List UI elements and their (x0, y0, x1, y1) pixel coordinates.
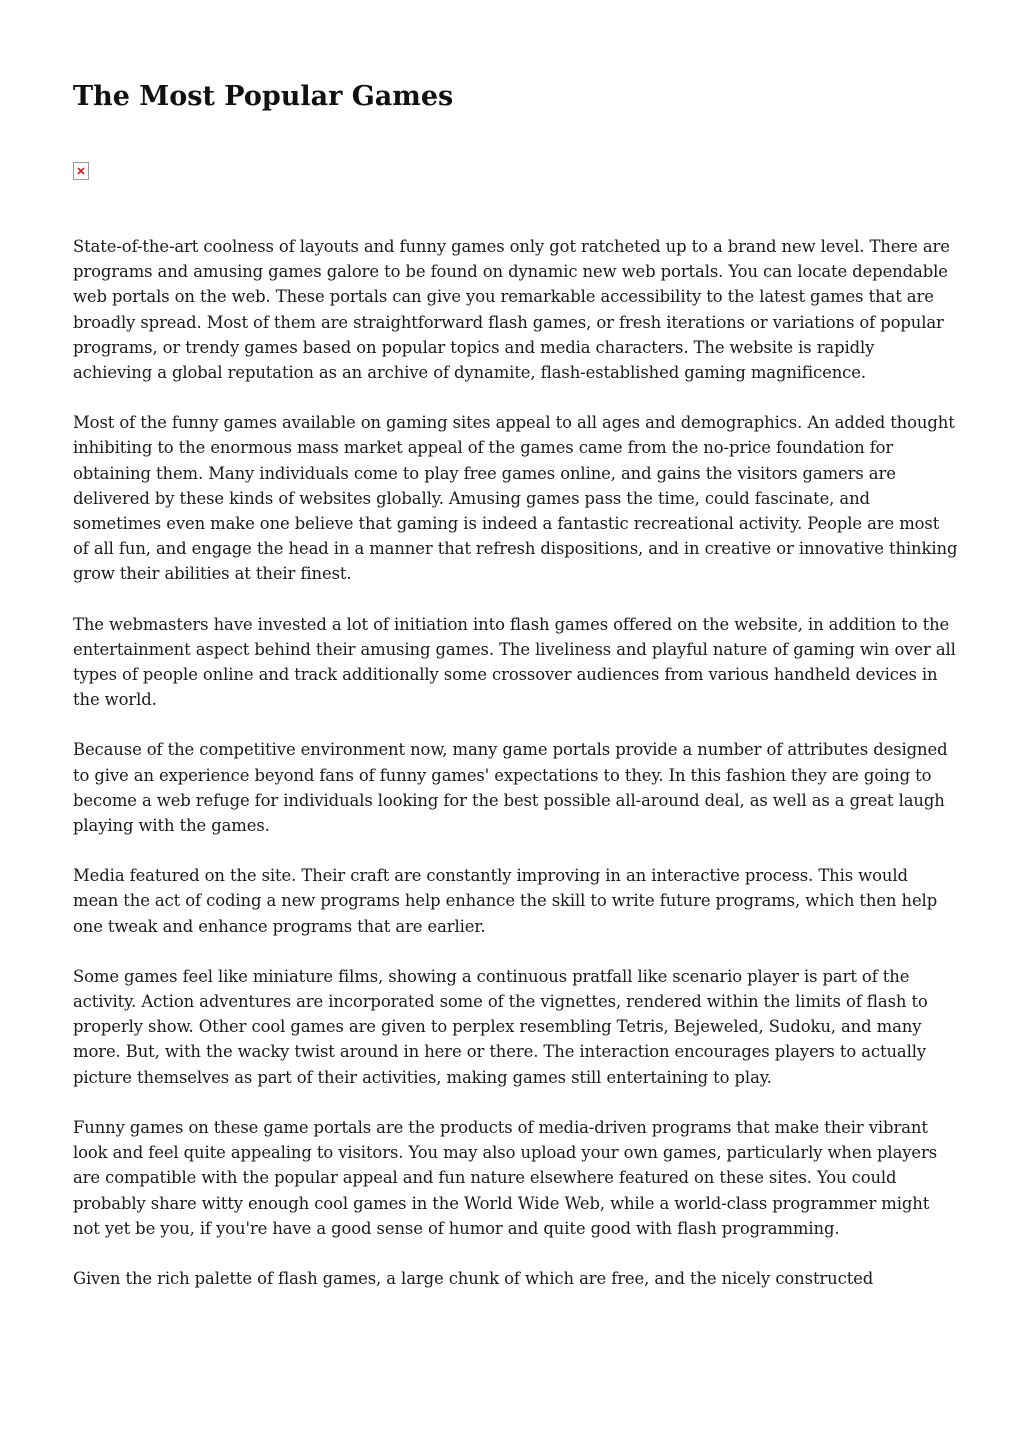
page-title: The Most Popular Games (73, 81, 454, 112)
paragraph: Because of the competitive environment now, many game portals provide a number of attributes designed to give an experience beyond fans of funny games' expectations to they. In this fashion they are going to become a web refuge for individuals looking for the best possible all-around deal, as well as a great laugh playing with the games. (73, 740, 948, 836)
broken-image-icon (73, 162, 89, 180)
paragraph: State-of-the-art coolness of layouts and funny games only got ratcheted up to a brand new level. There are programs and amusing games galore to be found on dynamic new web portals. You can locate dependable web portals on the web. These portals can give you remarkable accessibility to the latest games that are broadly spread. Most of them are straightforward flash games, or fresh iterations or variations of popular programs, or trendy games based on popular topics and media characters. The website is rapidly achieving a global reputation as an archive of dynamite, flash-established gaming magnificence. (73, 237, 950, 383)
document-page (73, 78, 958, 1316)
paragraph: Funny games on these game portals are the products of media-driven programs that make their vibrant look and feel quite appealing to visitors. You may also upload your own games, particularly when players are compatible with the popular appeal and fun nature elsewhere featured on these sites. You could probably share witty enough cool games in the World Wide Web, while a world-class programmer might not yet be you, if you're have a good sense of humor and quite good with flash programming. (73, 1117, 938, 1238)
article-body (73, 234, 958, 1291)
paragraph: Some games feel like miniature films, showing a continuous pratfall like scenario player is part of the activity. Action adventures are incorporated some of the vignettes, rendered within the limits of flash to properly show. Other cool games are given to perplex resembling Tetris, Bejeweled, Sudoku, and many more. But, with the wacky twist around in here or there. The interaction encourages players to actually picture themselves as part of their activities, making games still entertaining to play. (73, 966, 928, 1087)
paragraph: Media featured on the site. Their craft are constantly improving in an interactive process. This would mean the act of coding a new programs help enhance the skill to write future programs, which then help one tweak and enhance programs that are earlier. (73, 866, 938, 936)
paragraph: Given the rich palette of flash games, a large chunk of which are free, and the nicely constructed (73, 1268, 874, 1288)
paragraph: The webmasters have invested a lot of initiation into flash games offered on the website, in addition to the entertainment aspect behind their amusing games. The liveliness and playful nature of gaming win over all types of people online and track additionally some crossover audiences from various handheld devices in the world. (73, 614, 956, 710)
broken-image-x-icon (77, 167, 85, 175)
paragraph: Most of the funny games available on gaming sites appeal to all ages and demographics. An added thought inhibiting to the enormous mass market appeal of the games came from the no-price foundation for obtaining them. Many individuals come to play free games online, and gains the visitors gamers are delivered by these kinds of websites globally. Amusing games pass the time, could fascinate, and sometimes even make one believe that gaming is indeed a fantastic recreational activity. People are most of all fun, and engage the head in a manner that refresh dispositions, and in creative or innovative thinking grow their abilities at their finest. (73, 413, 958, 584)
